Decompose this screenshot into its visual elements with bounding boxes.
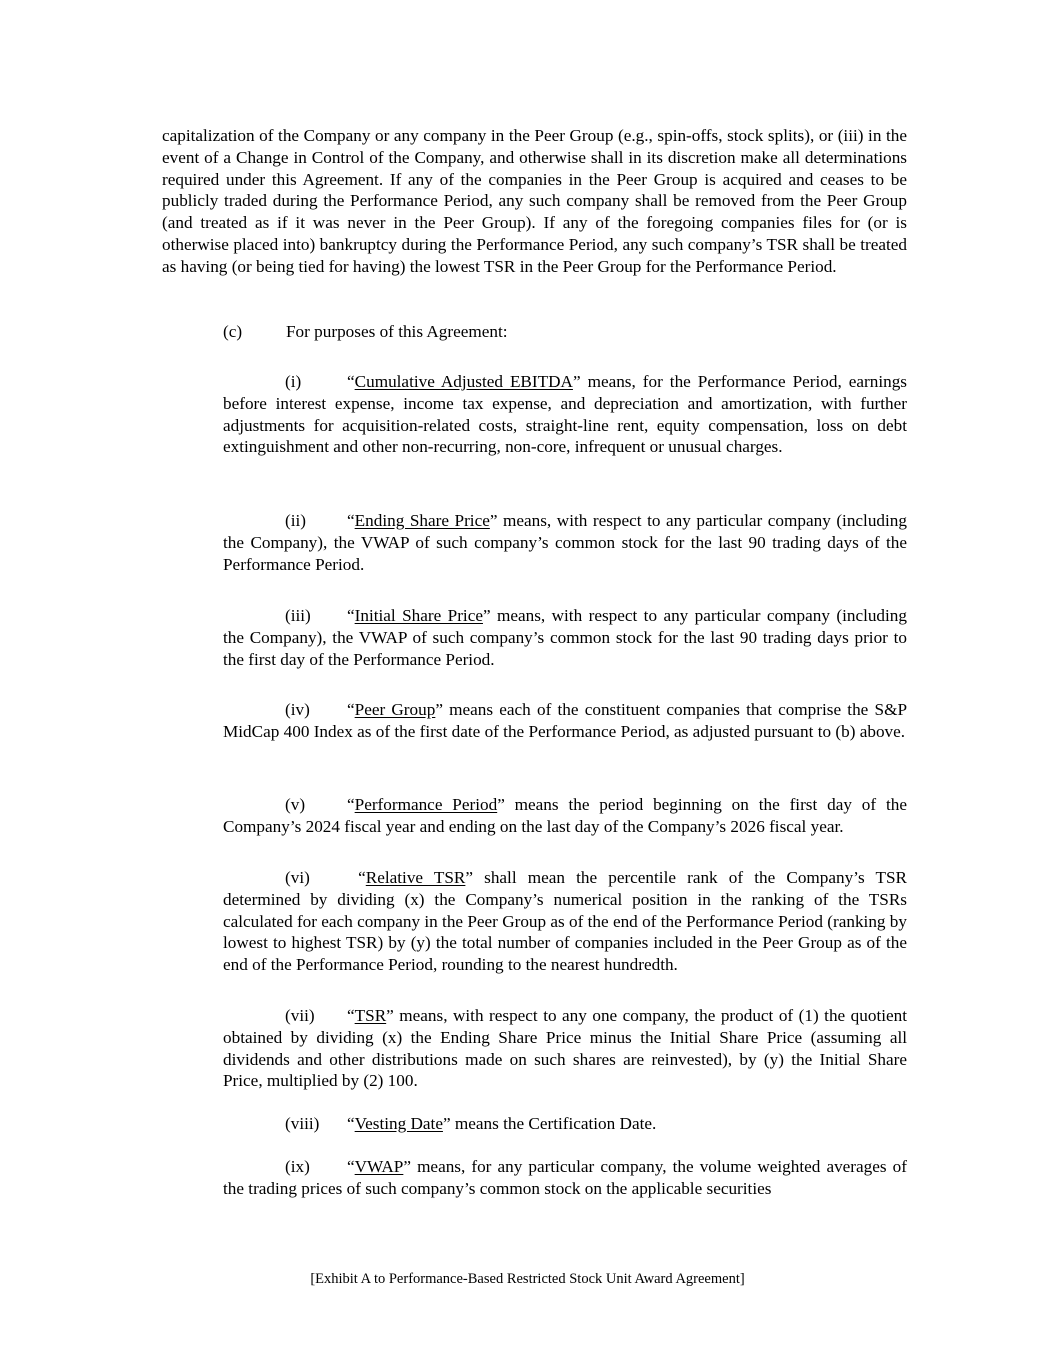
definition-open-quote: “ xyxy=(347,1114,355,1133)
definition-number: (ix) xyxy=(285,1157,310,1176)
defined-term: Ending Share Price xyxy=(354,511,490,530)
defined-term: Initial Share Price xyxy=(354,606,483,625)
defined-term: Cumulative Adjusted EBITDA xyxy=(354,372,573,391)
definition-text: ” means, with respect to any particular company (including the Company), the VWAP of such company’s common stock for the last 90 trading days of the Performance Period. xyxy=(223,511,907,574)
definition-viii xyxy=(223,1113,907,1135)
definition-text: ” means each of the constituent companies that comprise the S&P MidCap 400 Index as of the first date of the Performance Period, as adjusted pursuant to (b) above. xyxy=(223,700,907,741)
definition-text: ” means, for the Performance Period, earnings before interest expense, income tax expense, and depreciation and amortization, with further adjustments for acquisition-related costs, straight-line rent, equity compensation, loss on debt extinguishment and other non-recurring, non-core, infrequent or unusual charges. xyxy=(223,372,907,457)
definition-number: (viii) xyxy=(285,1114,320,1133)
page-footer: [Exhibit A to Performance-Based Restricted Stock Unit Award Agreement] xyxy=(310,1271,745,1287)
definition-open-quote: “ xyxy=(347,868,366,887)
definition-text: ” means the Certification Date. xyxy=(442,1114,657,1133)
definition-ii xyxy=(223,510,907,575)
definition-open-quote: “ xyxy=(347,372,355,391)
definition-text: ” means, for any particular company, the volume weighted averages of the trading prices of such company’s common stock on the applicable securities xyxy=(223,1157,907,1198)
definition-open-quote: “ xyxy=(347,1157,355,1176)
definition-text: ” means, with respect to any one company, the product of (1) the quotient obtained by dividing (x) the Ending Share Price minus the Initial Share Price (assuming all dividends and other distributions made on such shares are reinvested), by (y) the Initial Share Price, multiplied by (2) 100. xyxy=(223,1006,907,1091)
definition-text: ” means the period beginning on the first day of the Company’s 2024 fiscal year and ending on the last day of the Company’s 2026 fiscal year. xyxy=(223,795,907,836)
clause-c xyxy=(223,321,508,343)
defined-term: Vesting Date xyxy=(354,1114,443,1133)
definition-number: (vii) xyxy=(285,1006,315,1025)
definition-vii xyxy=(223,1005,907,1092)
definition-iii xyxy=(223,605,907,670)
defined-term: Peer Group xyxy=(354,700,436,719)
definition-open-quote: “ xyxy=(347,511,355,530)
definition-open-quote: “ xyxy=(347,606,355,625)
definition-number: (ii) xyxy=(285,511,306,530)
definition-open-quote: “ xyxy=(347,795,355,814)
defined-term: VWAP xyxy=(354,1157,404,1176)
definition-v xyxy=(223,794,907,838)
defined-term: Relative TSR xyxy=(365,868,466,887)
definition-text: ” means, with respect to any particular company (including the Company), the VWAP of such company’s common stock for the last 90 trading days prior to the first day of the Performance Period. xyxy=(223,606,907,669)
definition-iv xyxy=(223,699,907,743)
clause-c-number: (c) xyxy=(223,322,243,341)
clause-c-text: For purposes of this Agreement: xyxy=(286,322,508,341)
definition-i xyxy=(223,371,907,458)
definition-number: (iv) xyxy=(285,700,310,719)
definition-number: (i) xyxy=(285,372,302,391)
definition-text: ” shall mean the percentile rank of the Company’s TSR determined by dividing (x) the Company’s numerical position in the ranking of the TSRs calculated for each company in the Peer Group as of the end of the Performance Period (ranking by lowest to highest TSR) by (y) the total number of companies included in the Peer Group as of the end of the Performance Period, rounding to the nearest hundredth. xyxy=(223,868,907,975)
definition-open-quote: “ xyxy=(347,700,355,719)
definition-number: (v) xyxy=(285,795,306,814)
intro-paragraph: capitalization of the Company or any company in the Peer Group (e.g., spin-offs, stock splits), or (iii) in the event of a Change in Control of the Company, and otherwise shall in its discretion make all determinations required under this Agreement. If any of the companies in the Peer Group is acquired and ceases to be publicly traded during the Performance Period, any such company shall be removed from the Peer Group (and treated as if it was never in the Peer Group). If any of the foregoing companies files for (or is otherwise placed into) bankruptcy during the Performance Period, any such company’s TSR shall be treated as having (or being tied for having) the lowest TSR in the Peer Group for the Performance Period. xyxy=(162,126,907,276)
definition-number: (vi) xyxy=(285,868,310,887)
defined-term: TSR xyxy=(354,1006,387,1025)
definition-open-quote: “ xyxy=(347,1006,355,1025)
definition-vi xyxy=(223,867,907,976)
definition-ix xyxy=(223,1156,907,1200)
defined-term: Performance Period xyxy=(354,795,498,814)
definition-number: (iii) xyxy=(285,606,311,625)
